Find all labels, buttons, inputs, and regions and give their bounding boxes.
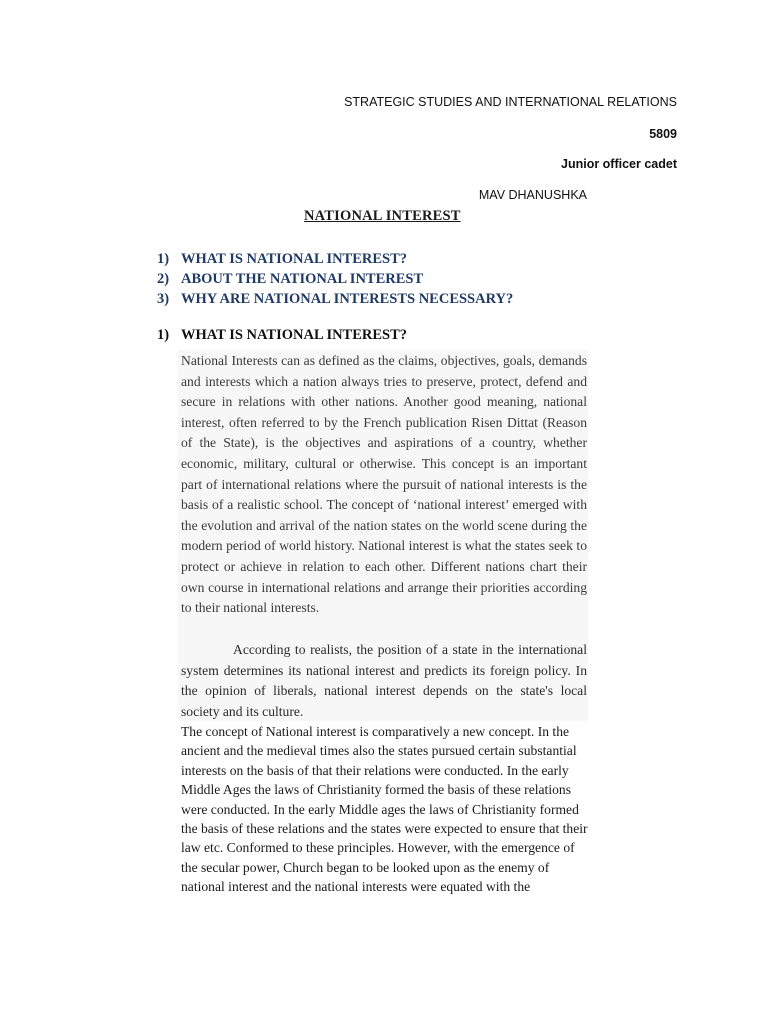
body-paragraph: According to realists, the position of a state in the international system determines its national interest and predicts its foreign policy. In the opinion of liberals, national interest depends on the state's local society and its culture. xyxy=(181,642,587,719)
toc-item-label: WHAT IS NATIONAL INTEREST? xyxy=(181,251,408,267)
toc-item xyxy=(157,249,513,269)
course-title: STRATEGIC STUDIES AND INTERNATIONAL RELATIONS xyxy=(344,95,677,109)
toc-item-number: 1) xyxy=(157,251,170,267)
student-name: MAV DHANUSHKA xyxy=(478,188,587,202)
toc-item-label: ABOUT THE NATIONAL INTEREST xyxy=(181,271,424,287)
toc-item xyxy=(157,269,513,289)
toc-item-number: 2) xyxy=(157,271,170,287)
student-number: 5809 xyxy=(649,127,677,141)
toc-item-number: 3) xyxy=(157,291,170,307)
table-of-contents xyxy=(157,249,513,309)
toc-item xyxy=(157,289,513,309)
section-heading xyxy=(157,327,407,344)
document-title: NATIONAL INTEREST xyxy=(304,208,461,224)
section-heading-text: WHAT IS NATIONAL INTEREST? xyxy=(181,327,408,343)
section-number: 1) xyxy=(157,327,170,343)
toc-item-label: WHY ARE NATIONAL INTERESTS NECESSARY? xyxy=(181,291,514,307)
student-rank: Junior officer cadet xyxy=(561,157,677,171)
body-paragraph: National Interests can as defined as the claims, objectives, goals, demands and interests which a nation always tries to preserve, protect, defend and secure in relations with other nations. Another good meaning, national interest, often referred to by the French publication Risen Dittat (Reason of the State), is the objectives and aspirations of a country, whether economic, military, cultural or otherwise. This concept is an important part of international relations where the pursuit of national interests is the basis of a realistic school. The concept of ‘national interest’ emerged with the evolution and arrival of the nation states on the world scene during the modern period of world history. National interest is what the states seek to protect or achieve in relation to each other. Different nations chart their own course in international relations and arrange their priorities according to their national interests. xyxy=(181,353,587,616)
body-paragraph: The concept of National interest is comparatively a new concept. In the ancient and the medieval times also the states pursued certain substantial interests on the basis of that their relations were conducted. In the early Middle Ages the laws of Christianity formed the basis of these relations were conducted. In the early Middle ages the laws of Christianity formed the basis of these relations and the states were expected to ensure that their law etc. Conformed to these principles. However, with the emergence of the secular power, Church began to be looked upon as the enemy of national interest and the national interests were equated with the xyxy=(181,724,588,895)
